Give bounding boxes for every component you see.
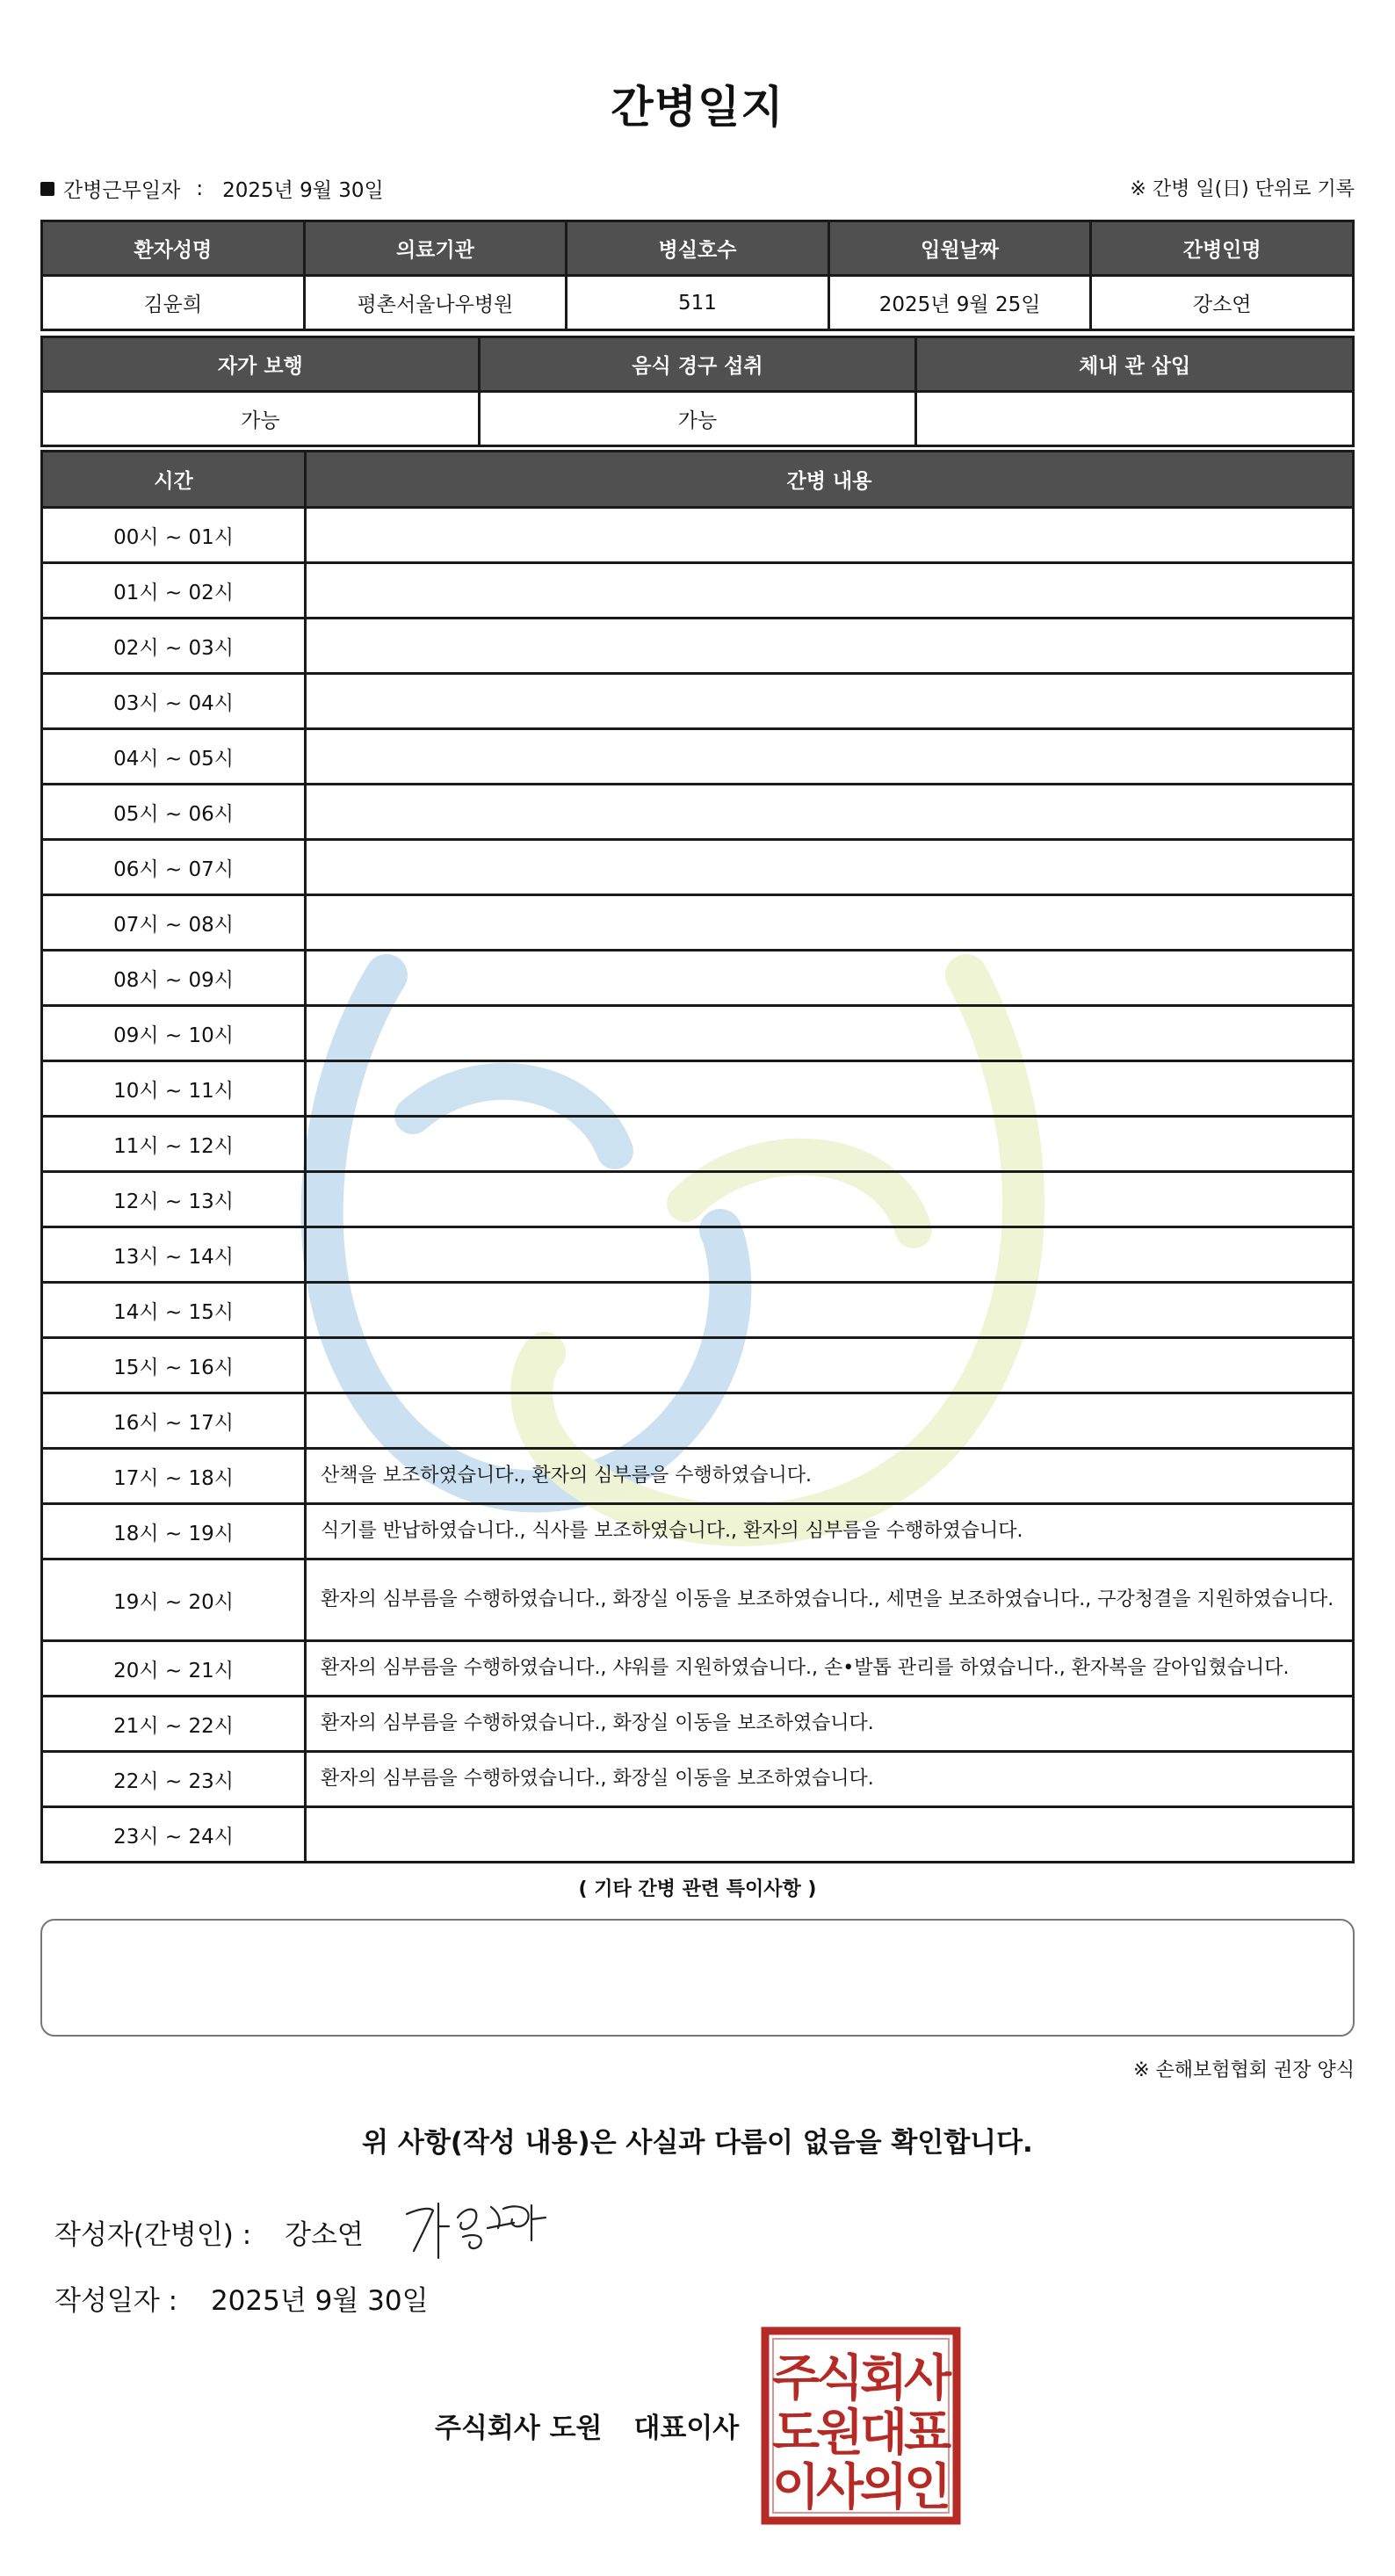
written-date-label: 작성일자 :: [54, 2285, 178, 2317]
care-content-cell: 환자의 심부름을 수행하였습니다., 화장실 이동을 보조하였습니다.: [306, 1752, 1354, 1807]
writer-name: 강소연: [285, 2219, 364, 2251]
room-number-value: 511: [567, 276, 829, 330]
time-cell: 05시 ~ 06시: [42, 785, 306, 840]
table-row: [42, 619, 1354, 674]
handwritten-signature: [400, 2188, 558, 2267]
time-cell: 15시 ~ 16시: [42, 1338, 306, 1393]
time-cell: 16시 ~ 17시: [42, 1393, 306, 1449]
time-cell: 20시 ~ 21시: [42, 1641, 306, 1697]
company-name: 주식회사 도원: [435, 2413, 603, 2444]
header-oral-intake: 음식 경구 섭취: [479, 337, 916, 392]
time-cell: 14시 ~ 15시: [42, 1283, 306, 1338]
record-unit-note: ※ 간병 일(日) 단위로 기록: [1130, 178, 1355, 200]
care-content-cell: [306, 951, 1354, 1006]
care-content-cell: [306, 563, 1354, 619]
time-cell: 00시 ~ 01시: [42, 508, 306, 563]
caregiver-name-value: 강소연: [1091, 276, 1354, 330]
special-notes-box: [40, 1919, 1355, 2037]
oral-intake-value: 가능: [479, 392, 916, 446]
care-content-cell: [306, 729, 1354, 785]
care-log-table: [40, 450, 1355, 1863]
header-care-content: 간병 내용: [306, 452, 1354, 508]
patient-info-table: [40, 220, 1355, 331]
time-cell: 19시 ~ 20시: [42, 1559, 306, 1641]
patient-status-value-row: [42, 392, 1354, 446]
time-cell: 01시 ~ 02시: [42, 563, 306, 619]
table-row: [42, 1117, 1354, 1172]
work-date-value: 2025년 9월 30일: [222, 179, 384, 202]
table-row: [42, 951, 1354, 1006]
care-content-cell: [306, 1172, 1354, 1227]
table-row: [42, 1338, 1354, 1393]
page-title: 간병일지: [611, 82, 784, 133]
patient-name-value: 김윤희: [42, 276, 305, 330]
care-content-cell: [306, 1061, 1354, 1117]
work-date-separator: :: [196, 177, 204, 200]
time-cell: 09시 ~ 10시: [42, 1006, 306, 1061]
writer-line: [54, 2212, 364, 2252]
table-row: [42, 1283, 1354, 1338]
care-content-cell: [306, 674, 1354, 729]
svg-text:인: 인: [903, 2459, 952, 2516]
table-row: [42, 1641, 1354, 1697]
table-row: [42, 729, 1354, 785]
table-row: [42, 1559, 1354, 1641]
table-row: [42, 1807, 1354, 1863]
svg-text:대: 대: [859, 2405, 908, 2462]
table-row: [42, 1393, 1354, 1449]
company-line: [435, 2406, 739, 2445]
svg-text:식: 식: [815, 2350, 864, 2407]
care-content-cell: [306, 895, 1354, 951]
care-content-cell: [306, 1227, 1354, 1283]
recommend-form-note: ※ 손해보험협회 권장 양식: [1133, 2059, 1355, 2081]
care-content-cell: [306, 1006, 1354, 1061]
header-self-walking: 자가 보행: [42, 337, 480, 392]
care-log-header-row: [42, 452, 1354, 508]
table-row: [42, 1061, 1354, 1117]
time-cell: 18시 ~ 19시: [42, 1504, 306, 1559]
time-cell: 22시 ~ 23시: [42, 1752, 306, 1807]
svg-text:도: 도: [771, 2405, 820, 2462]
table-row: [42, 508, 1354, 563]
table-row: [42, 1504, 1354, 1559]
patient-info-header-row: [42, 221, 1354, 276]
bullet-square-icon: [40, 182, 54, 196]
time-cell: 12시 ~ 13시: [42, 1172, 306, 1227]
institution-value: 평촌서울나우병원: [304, 276, 567, 330]
care-content-cell: [306, 1117, 1354, 1172]
written-date-line: [54, 2278, 429, 2318]
patient-status-table: [40, 336, 1355, 447]
work-date-label: 간병근무일자: [63, 179, 181, 202]
time-cell: 08시 ~ 09시: [42, 951, 306, 1006]
special-notes-title: ( 기타 간병 관련 특이사항 ): [578, 1878, 817, 1900]
time-cell: 03시 ~ 04시: [42, 674, 306, 729]
work-date-info: [40, 174, 384, 203]
time-cell: 10시 ~ 11시: [42, 1061, 306, 1117]
header-time: 시간: [42, 452, 306, 508]
header-patient-name: 환자성명: [42, 221, 305, 276]
table-row: [42, 1227, 1354, 1283]
svg-text:주: 주: [771, 2350, 820, 2407]
table-row: [42, 1697, 1354, 1752]
company-seal-stamp: [761, 2326, 961, 2525]
care-content-cell: [306, 619, 1354, 674]
time-cell: 04시 ~ 05시: [42, 729, 306, 785]
care-content-cell: [306, 1338, 1354, 1393]
time-cell: 21시 ~ 22시: [42, 1697, 306, 1752]
svg-text:사: 사: [903, 2350, 952, 2407]
care-content-cell: [306, 508, 1354, 563]
care-content-cell: [306, 1283, 1354, 1338]
patient-info-value-row: [42, 276, 1354, 330]
time-cell: 17시 ~ 18시: [42, 1449, 306, 1504]
care-content-cell: 환자의 심부름을 수행하였습니다., 샤워를 지원하였습니다., 손•발톱 관리를 하였습니다., 환자복을 갈아입혔습니다.: [306, 1641, 1354, 1697]
time-cell: 02시 ~ 03시: [42, 619, 306, 674]
time-cell: 06시 ~ 07시: [42, 840, 306, 895]
company-representative-title: 대표이사: [633, 2413, 740, 2444]
tube-insertion-value: [916, 392, 1354, 446]
care-content-cell: [306, 840, 1354, 895]
self-walking-value: 가능: [42, 392, 480, 446]
svg-text:사: 사: [815, 2459, 864, 2516]
svg-text:의: 의: [859, 2459, 908, 2516]
header-admission-date: 입원날짜: [828, 221, 1091, 276]
patient-status-header-row: [42, 337, 1354, 392]
table-row: [42, 1172, 1354, 1227]
table-row: [42, 785, 1354, 840]
svg-text:회: 회: [859, 2350, 908, 2407]
admission-date-value: 2025년 9월 25일: [828, 276, 1091, 330]
header-room-number: 병실호수: [567, 221, 829, 276]
table-row: [42, 563, 1354, 619]
table-row: [42, 895, 1354, 951]
care-content-cell: 식기를 반납하였습니다., 식사를 보조하였습니다., 환자의 심부름을 수행하였습니다.: [306, 1504, 1354, 1559]
table-row: [42, 1449, 1354, 1504]
time-cell: 11시 ~ 12시: [42, 1117, 306, 1172]
time-cell: 13시 ~ 14시: [42, 1227, 306, 1283]
care-content-cell: 환자의 심부름을 수행하였습니다., 화장실 이동을 보조하였습니다.: [306, 1697, 1354, 1752]
care-content-cell: 산책을 보조하였습니다., 환자의 심부름을 수행하였습니다.: [306, 1449, 1354, 1504]
svg-text:표: 표: [903, 2405, 952, 2462]
table-row: [42, 1006, 1354, 1061]
time-cell: 23시 ~ 24시: [42, 1807, 306, 1863]
svg-text:원: 원: [815, 2405, 864, 2462]
header-caregiver-name: 간병인명: [1091, 221, 1354, 276]
header-tube-insertion: 체내 관 삽입: [916, 337, 1354, 392]
writer-label: 작성자(간병인) :: [54, 2219, 252, 2251]
svg-text:이: 이: [771, 2459, 820, 2516]
care-content-cell: [306, 1393, 1354, 1449]
care-content-cell: 환자의 심부름을 수행하였습니다., 화장실 이동을 보조하였습니다., 세면을 보조하였습니다., 구강청결을 지원하였습니다.: [306, 1559, 1354, 1641]
confirmation-statement: 위 사항(작성 내용)은 사실과 다름이 없음을 확인합니다.: [362, 2127, 1033, 2159]
care-content-cell: [306, 1807, 1354, 1863]
table-row: [42, 674, 1354, 729]
written-date-value: 2025년 9월 30일: [210, 2285, 429, 2317]
meta-row: [40, 174, 1355, 206]
table-row: [42, 1752, 1354, 1807]
table-row: [42, 840, 1354, 895]
care-content-cell: [306, 785, 1354, 840]
header-institution: 의료기관: [304, 221, 567, 276]
time-cell: 07시 ~ 08시: [42, 895, 306, 951]
